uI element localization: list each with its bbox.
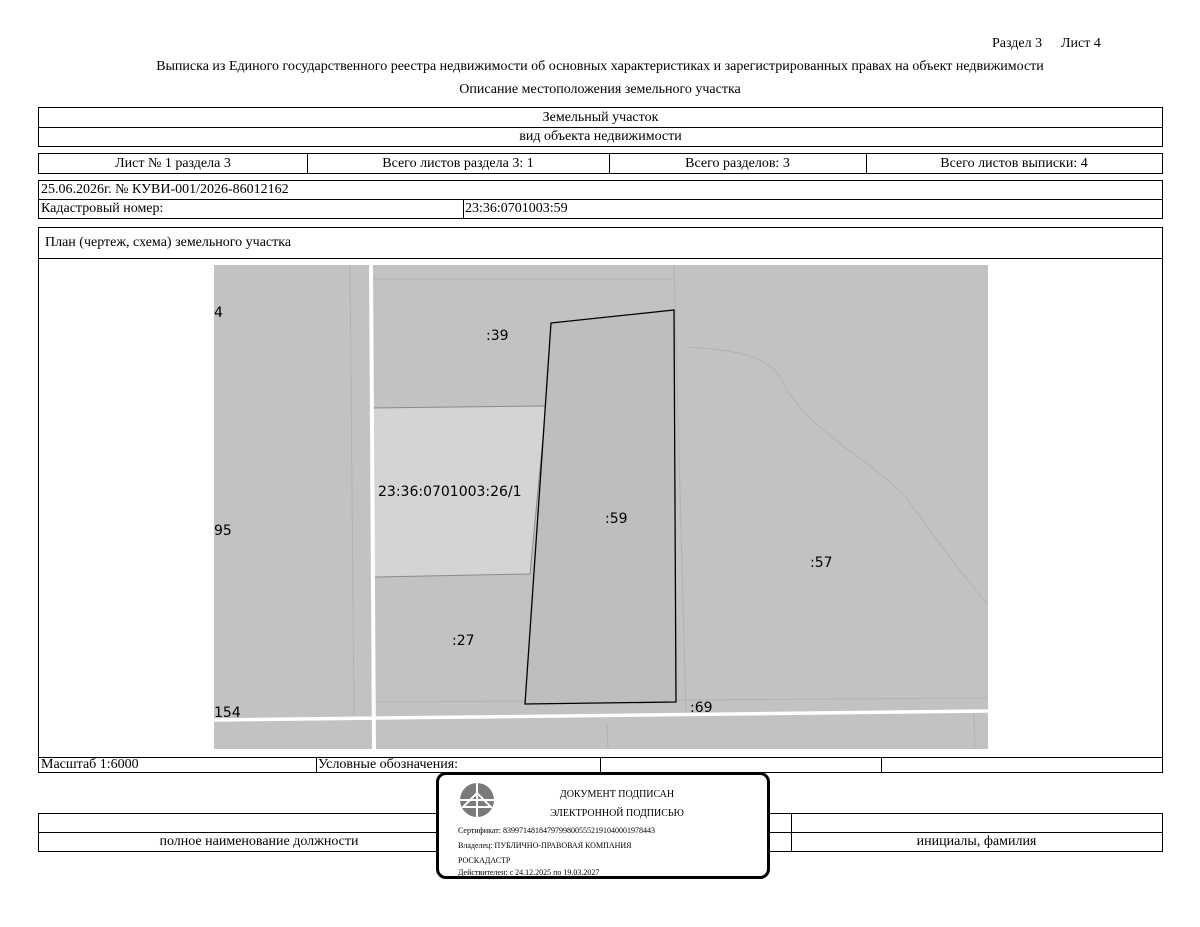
sheet-label: Лист 4	[1061, 36, 1101, 51]
document-title: Выписка из Единого государственного реестра недвижимости об основных характеристиках и зарегистрированных правах на объект недвижимости	[156, 59, 1044, 74]
plan-title: План (чертеж, схема) земельного участка	[45, 235, 292, 250]
cadastral-value: 23:36:0701003:59	[465, 200, 568, 216]
document-subtitle: Описание местоположения земельного участка	[459, 82, 741, 97]
sheet-number: Лист № 1 раздела 3	[115, 155, 231, 171]
stamp-owner: Владелец: ПУБЛИЧНО-ПРАВОВАЯ КОМПАНИЯ	[458, 841, 632, 850]
stamp-certificate: Сертификат: 83997148184797998005552191040001978443	[458, 826, 655, 835]
object-type-box	[38, 107, 1163, 147]
e-signature-stamp	[436, 772, 770, 879]
object-type-caption: вид объекта недвижимости	[519, 128, 682, 144]
section-label: Раздел 3	[992, 36, 1043, 51]
label-parcel-59: :59	[605, 511, 628, 527]
label-parcel-69: :69	[690, 700, 713, 716]
label-parcel-39: :39	[486, 328, 509, 344]
legend-label: Условные обозначения:	[318, 756, 459, 772]
total-sections: Всего разделов: 3	[685, 155, 790, 171]
label-left-bottom: 154	[214, 705, 241, 721]
total-extract-sheets: Всего листов выписки: 4	[940, 155, 1088, 171]
cadastral-map	[214, 265, 988, 749]
scale-label: Масштаб 1:6000	[41, 756, 139, 772]
label-left-top: 4	[214, 305, 223, 321]
label-parcel-57: :57	[810, 555, 833, 571]
record-box	[38, 180, 1163, 219]
sheets-row	[38, 153, 1163, 174]
divider	[39, 258, 1162, 259]
position-caption: полное наименование должности	[159, 833, 359, 849]
stamp-line2: ЭЛЕКТРОННОЙ ПОДПИСЬЮ	[550, 808, 684, 819]
date-number: 25.06.2026г. № КУВИ-001/2026-86012162	[41, 182, 289, 197]
divider	[881, 757, 882, 772]
cadastral-label: Кадастровый номер:	[41, 200, 164, 216]
label-parcel-27: :27	[452, 633, 475, 649]
label-left-mid: 95	[214, 523, 232, 539]
parcel-59-boundary	[525, 310, 676, 704]
stamp-valid: Действителен: с 24.12.2025 по 19.03.2027	[458, 868, 600, 877]
object-type: Земельный участок	[542, 109, 659, 125]
stamp-owner2: РОСКАДАСТР	[458, 856, 511, 865]
divider	[600, 757, 601, 772]
label-parcel-26-1: 23:36:0701003:26/1	[378, 484, 522, 500]
total-section-sheets: Всего листов раздела 3: 1	[382, 155, 534, 171]
stamp-line1: ДОКУМЕНТ ПОДПИСАН	[559, 789, 675, 800]
name-caption: инициалы, фамилия	[916, 833, 1037, 849]
